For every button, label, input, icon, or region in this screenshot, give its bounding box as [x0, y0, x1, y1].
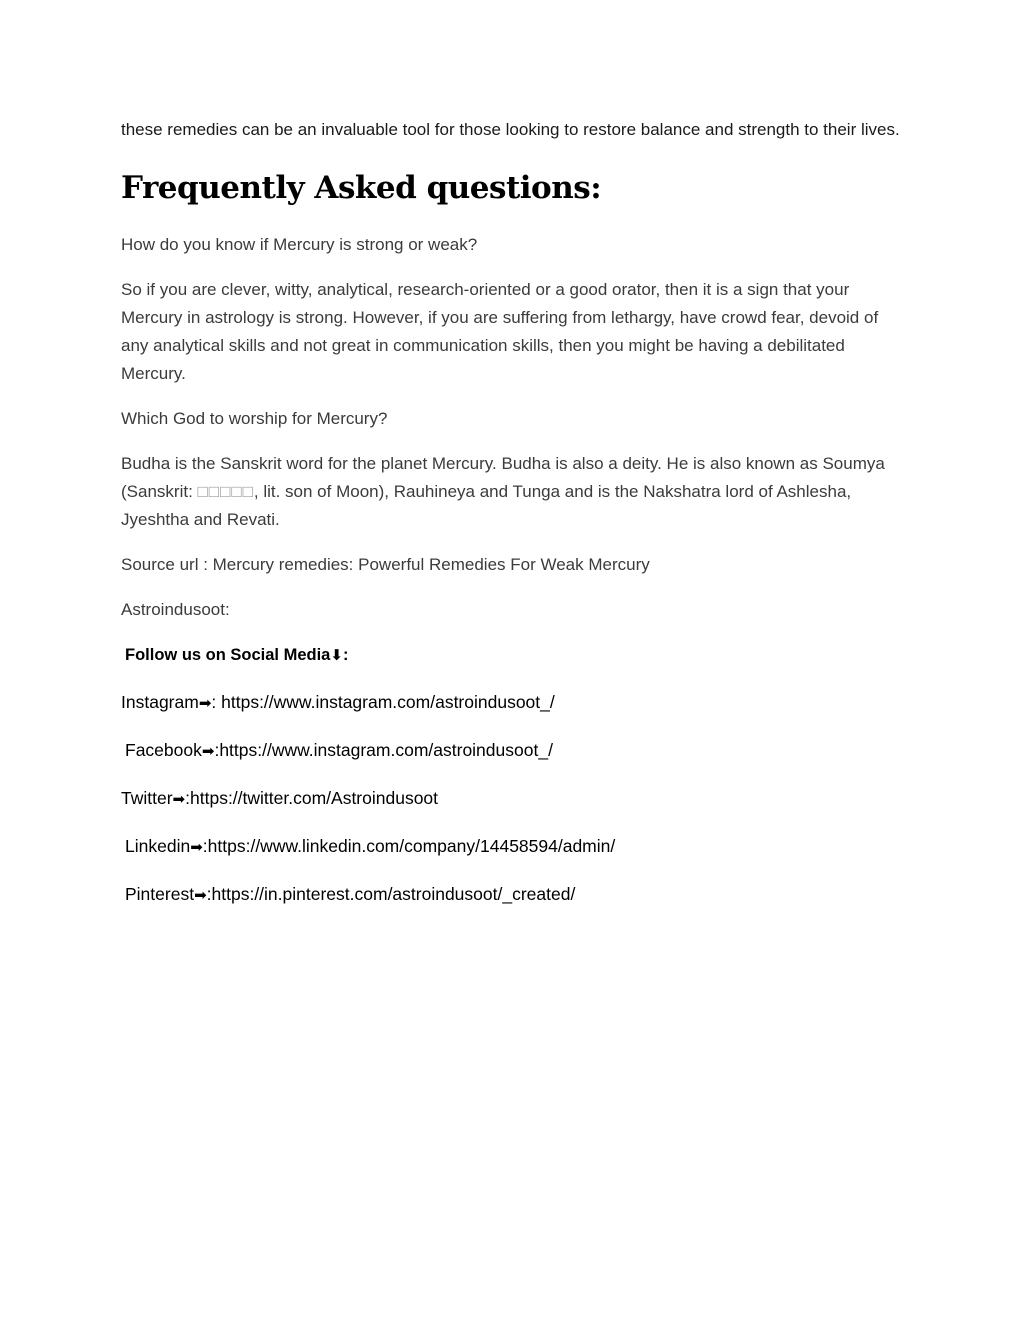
social-link-linkedin[interactable] [125, 832, 901, 862]
social-link-pinterest[interactable] [125, 880, 901, 910]
document-page [121, 116, 901, 910]
faq-answer-2-part1: Budha is the Sanskrit word for the planet Mercury. Budha is also a deity. He is also known as Soumya (Sanskrit: [121, 454, 885, 501]
faq-question-1: How do you know if Mercury is strong or weak? [121, 235, 478, 254]
social-sep: : [185, 788, 190, 808]
social-sep: : [211, 692, 222, 712]
social-sep: : [206, 884, 212, 904]
faq-answer-2-part2: , lit. son of Moon), Rauhineya and Tunga and is the Nakshatra lord of Ashlesha, Jyeshtha and Revati. [121, 482, 852, 529]
social-sep: : [202, 836, 208, 856]
social-url[interactable]: https://in.pinterest.com/astroindusoot/_created/ [211, 884, 576, 904]
social-url[interactable]: https://www.linkedin.com/company/14458594/admin/ [207, 836, 616, 856]
social-sep: : [214, 740, 220, 760]
right-arrow-icon: ➡ [172, 791, 186, 808]
faq-heading: Frequently Asked questions: [121, 170, 602, 206]
social-url[interactable]: https://www.instagram.com/astroindusoot_/ [221, 692, 555, 712]
right-arrow-icon: ➡ [194, 887, 207, 904]
follow-heading [125, 641, 901, 670]
brand-name: Astroindusoot: [121, 600, 230, 619]
faq-answer-1: So if you are clever, witty, analytical, research-oriented or a good orator, then it is a sign that your Mercury in astrology is strong. However, if you are suffering from lethargy, have crowd fear, devoid of any analytical skills and not great in communication skills, then you might be having a debilitated Mercury. [121, 280, 879, 383]
right-arrow-icon: ➡ [201, 743, 215, 760]
social-url[interactable]: https://www.instagram.com/astroindusoot_/ [219, 740, 553, 760]
social-url[interactable]: https://twitter.com/Astroindusoot [190, 788, 439, 808]
intro-paragraph: these remedies can be an invaluable tool for those looking to restore balance and strength to their lives. [121, 120, 900, 139]
social-link-instagram[interactable] [121, 688, 901, 718]
social-label: Facebook [125, 740, 202, 760]
right-arrow-icon: ➡ [190, 839, 203, 856]
follow-label: Follow us on Social Media [125, 646, 331, 664]
social-label: Instagram [121, 692, 199, 712]
social-link-facebook[interactable] [125, 736, 901, 766]
follow-suffix: : [342, 646, 349, 664]
down-arrow-icon: ⬇ [330, 647, 343, 664]
right-arrow-icon: ➡ [198, 695, 212, 712]
social-link-twitter[interactable] [121, 784, 901, 814]
faq-question-2: Which God to worship for Mercury? [121, 409, 388, 428]
social-label: Twitter [121, 788, 173, 808]
faq-answer-2 [121, 450, 901, 534]
social-label: Pinterest [125, 884, 195, 904]
source-url[interactable]: Source url : Mercury remedies: Powerful Remedies For Weak Mercury [121, 555, 650, 574]
social-label: Linkedin [125, 836, 191, 856]
missing-glyphs: □□□□□ [197, 482, 254, 501]
